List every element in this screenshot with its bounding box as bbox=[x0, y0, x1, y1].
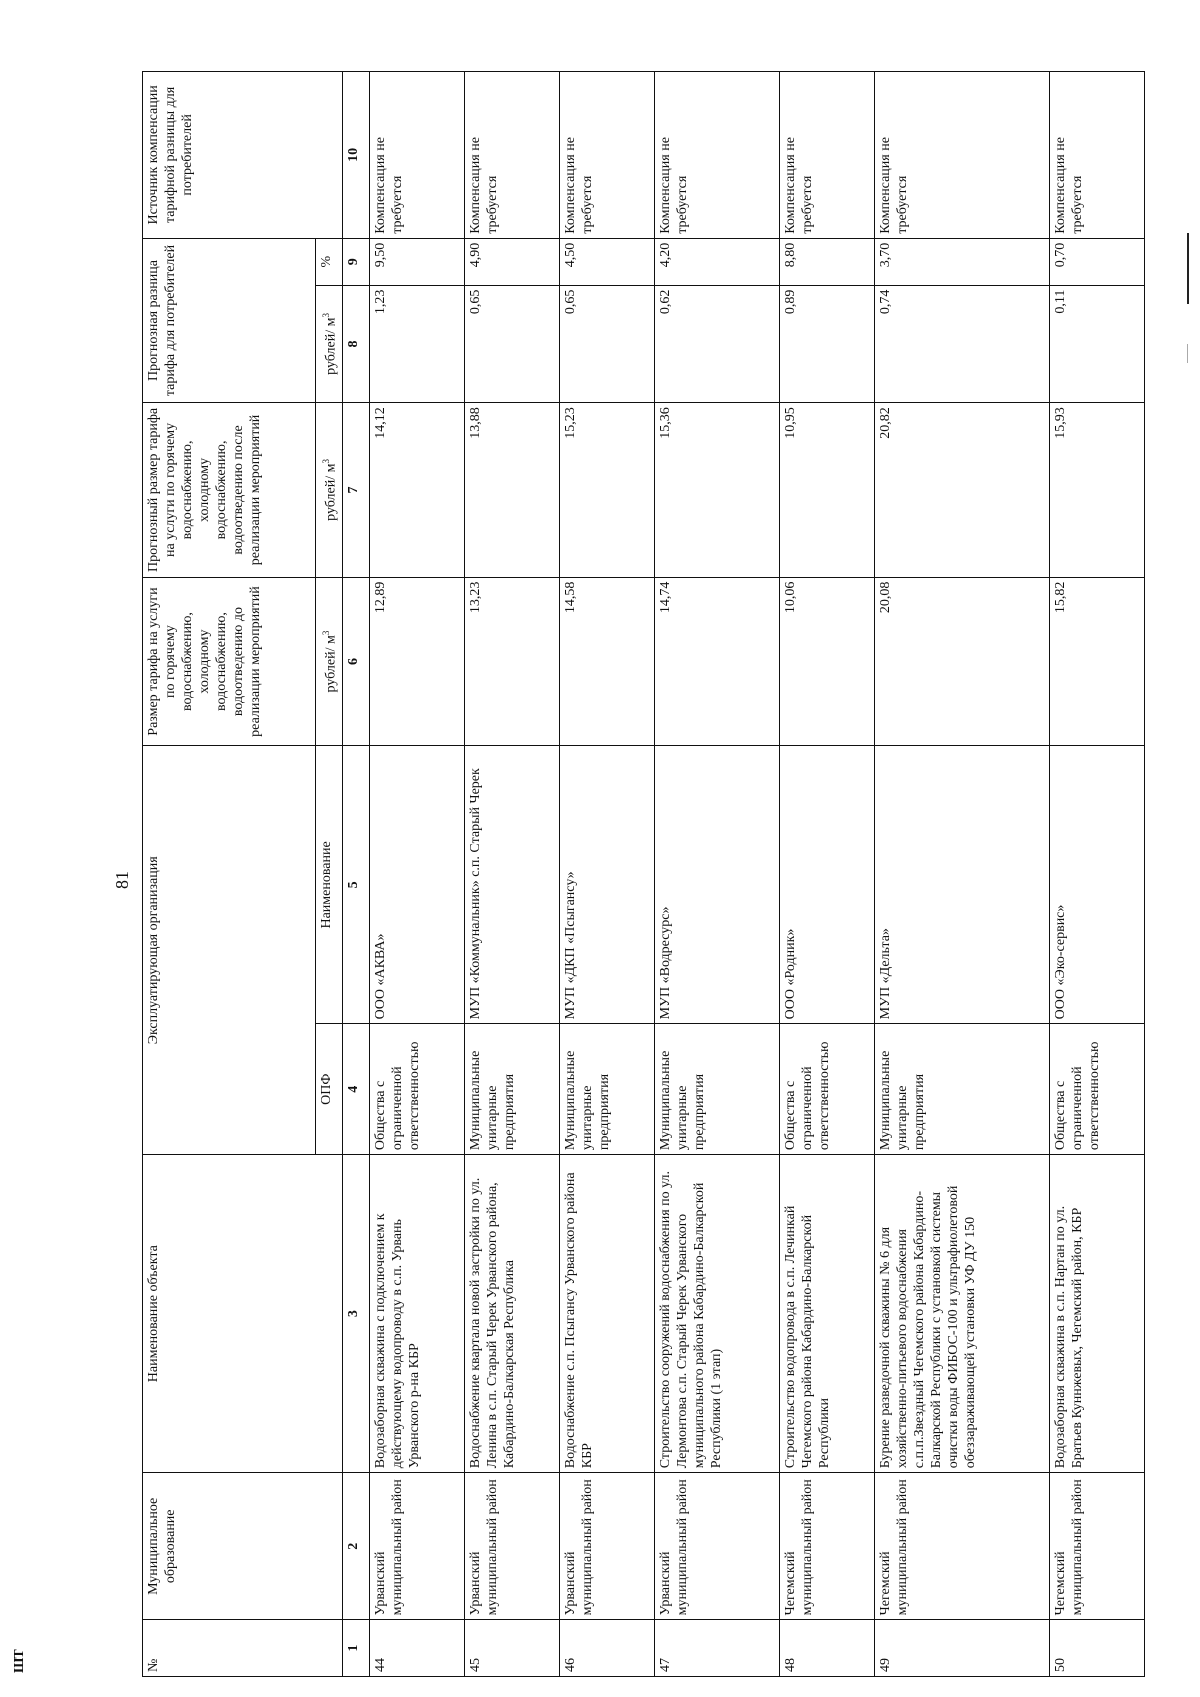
column-number: 5 bbox=[343, 746, 370, 1024]
column-number: 4 bbox=[343, 1024, 370, 1155]
cell-diff-rub: 0,62 bbox=[655, 285, 780, 403]
margin-rule bbox=[1187, 233, 1189, 304]
header-tariff-after: Прогнозный размер тарифа на услуги по горячему водоснабжению, холодному водоснабжению, водоотведению после реализации мероприятий bbox=[143, 403, 316, 577]
cell-source: Компенсация не требуется bbox=[560, 72, 655, 239]
cell-num: 47 bbox=[655, 1620, 780, 1677]
cell-diff-pct: 8,80 bbox=[780, 238, 875, 285]
cell-num: 46 bbox=[560, 1620, 655, 1677]
header-num: № bbox=[143, 1620, 343, 1677]
cell-num: 45 bbox=[465, 1620, 560, 1677]
unit-text: рублей/ м bbox=[323, 635, 339, 693]
cell-municipality: Урванский муниципальный район bbox=[370, 1473, 465, 1620]
cell-object: Строительство сооружений водоснабжения по ул. Лермонтова с.п. Старый Черек Урванского муниципального района Кабардино-Балкарской Республики (1 этап) bbox=[655, 1155, 780, 1473]
cell-opf: Общества с ограниченной ответственностью bbox=[780, 1024, 875, 1155]
cell-name: МУП «Водресурс» bbox=[655, 746, 780, 1024]
cell-object: Бурение разведочной скважины № 6 для хозяйственно-питьевого водоснабжения с.п.п.Звездный Чегемского района Кабардино-Балкарской Республики с установкой системы очистки воды ФИБОС-100 и ультрафиолетовой обеззараживающей установки УФ ДУ 150 bbox=[875, 1155, 1050, 1473]
cell-after: 15,93 bbox=[1050, 403, 1145, 577]
table-row bbox=[560, 72, 655, 1677]
cell-opf: Муниципальные унитарные предприятия bbox=[655, 1024, 780, 1155]
cell-diff-pct: 0,70 bbox=[1050, 238, 1145, 285]
header-operator: Эксплуатирующая организация bbox=[143, 746, 316, 1155]
cell-diff-rub: 0,65 bbox=[560, 285, 655, 403]
table-row bbox=[655, 72, 780, 1677]
cell-name: ООО «Родник» bbox=[780, 746, 875, 1024]
cell-before: 14,58 bbox=[560, 577, 655, 746]
table-row bbox=[465, 72, 560, 1677]
cell-source: Компенсация не требуется bbox=[370, 72, 465, 239]
cell-before: 14,74 bbox=[655, 577, 780, 746]
column-number: 10 bbox=[343, 72, 370, 239]
cell-opf: Муниципальные унитарные предприятия bbox=[875, 1024, 1050, 1155]
cell-municipality: Урванский муниципальный район bbox=[465, 1473, 560, 1620]
cell-object: Водозаборная скважина в с.п. Нартан по ул. Братьев Куннжевых, Чегемский район, КБР bbox=[1050, 1155, 1145, 1473]
header-unit-diff bbox=[316, 285, 343, 403]
table-row bbox=[875, 72, 1050, 1677]
margin-rule-faint bbox=[1187, 344, 1188, 363]
column-number: 1 bbox=[343, 1620, 370, 1677]
header-source: Источник компенсации тарифной разницы для потребителей bbox=[143, 72, 343, 239]
cell-source: Компенсация не требуется bbox=[1050, 72, 1145, 239]
cell-diff-pct: 4,50 bbox=[560, 238, 655, 285]
cell-municipality: Чегемский муниципальный район bbox=[875, 1473, 1050, 1620]
cell-municipality: Урванский муниципальный район bbox=[560, 1473, 655, 1620]
table-row bbox=[370, 72, 465, 1677]
cell-municipality: Урванский муниципальный район bbox=[655, 1473, 780, 1620]
cell-source: Компенсация не требуется bbox=[465, 72, 560, 239]
cell-object: Строительство водопровода в с.п. Лечинкай Чегемского района Кабардино-Балкарской Республики bbox=[780, 1155, 875, 1473]
header-unit-before bbox=[316, 577, 343, 746]
header-municipality: Муниципальное образование bbox=[143, 1473, 343, 1620]
tariff-table bbox=[142, 71, 1145, 1677]
cell-object: Водоснабжение с.п. Псыгансу Урванского района КБР bbox=[560, 1155, 655, 1473]
cell-diff-rub: 1,23 bbox=[370, 285, 465, 403]
header-unit-pct: % bbox=[316, 238, 343, 285]
cell-object: Водозаборная скважина с подключением к действующему водопроводу в с.п. Урвань Урванского р-на КБР bbox=[370, 1155, 465, 1473]
header-tariff-diff: Прогнозная разница тарифа для потребителей bbox=[143, 238, 316, 403]
cell-opf: Общества с ограниченной ответственностью bbox=[370, 1024, 465, 1155]
unit-sup: 3 bbox=[321, 313, 331, 318]
unit-text: рублей/ м bbox=[323, 463, 339, 521]
cell-before: 10,06 bbox=[780, 577, 875, 746]
cell-before: 13,23 bbox=[465, 577, 560, 746]
cell-diff-pct: 9,50 bbox=[370, 238, 465, 285]
cell-after: 10,95 bbox=[780, 403, 875, 577]
cell-diff-pct: 4,20 bbox=[655, 238, 780, 285]
cell-opf: Муниципальные унитарные предприятия bbox=[465, 1024, 560, 1155]
column-number: 8 bbox=[343, 285, 370, 403]
unit-sup: 3 bbox=[321, 630, 331, 636]
cell-after: 20,82 bbox=[875, 403, 1050, 577]
cell-opf: Общества с ограниченной ответственностью bbox=[1050, 1024, 1145, 1155]
column-number: 2 bbox=[343, 1473, 370, 1620]
cell-name: ООО «АКВА» bbox=[370, 746, 465, 1024]
cell-after: 15,23 bbox=[560, 403, 655, 577]
cell-before: 15,82 bbox=[1050, 577, 1145, 746]
cell-diff-rub: 0,11 bbox=[1050, 285, 1145, 403]
cell-diff-pct: 3,70 bbox=[875, 238, 1050, 285]
cell-num: 49 bbox=[875, 1620, 1050, 1677]
corner-mark: ШТ bbox=[12, 1650, 27, 1673]
header-opf: ОПФ bbox=[316, 1024, 343, 1155]
table-row bbox=[780, 72, 875, 1677]
cell-diff-rub: 0,89 bbox=[780, 285, 875, 403]
header-unit-after bbox=[316, 403, 343, 577]
cell-num: 50 bbox=[1050, 1620, 1145, 1677]
cell-name: МУП «ДКП «Псыгансу» bbox=[560, 746, 655, 1024]
header-name: Наименование bbox=[316, 746, 343, 1024]
cell-municipality: Чегемский муниципальный район bbox=[780, 1473, 875, 1620]
cell-before: 20,08 bbox=[875, 577, 1050, 746]
column-number: 3 bbox=[343, 1155, 370, 1473]
cell-before: 12,89 bbox=[370, 577, 465, 746]
cell-after: 15,36 bbox=[655, 403, 780, 577]
unit-text: рублей/ м bbox=[323, 317, 339, 375]
page-number: 81 bbox=[112, 871, 132, 889]
column-number: 7 bbox=[343, 403, 370, 577]
column-number: 9 bbox=[343, 238, 370, 285]
cell-num: 44 bbox=[370, 1620, 465, 1677]
column-number: 6 bbox=[343, 577, 370, 746]
cell-opf: Муниципальные унитарные предприятия bbox=[560, 1024, 655, 1155]
cell-num: 48 bbox=[780, 1620, 875, 1677]
cell-name: МУП «Дельта» bbox=[875, 746, 1050, 1024]
cell-object: Водоснабжение квартала новой застройки по ул. Ленина в с.п. Старый Черек Урванского района, Кабардино-Балкарская Республика bbox=[465, 1155, 560, 1473]
header-tariff-before: Размер тарифа на услуги по горячему водоснабжению, холодному водоснабжению, водоотведению до реализации мероприятий bbox=[143, 577, 316, 746]
cell-after: 13,88 bbox=[465, 403, 560, 577]
cell-after: 14,12 bbox=[370, 403, 465, 577]
cell-source: Компенсация не требуется bbox=[655, 72, 780, 239]
cell-source: Компенсация не требуется bbox=[875, 72, 1050, 239]
unit-sup: 3 bbox=[321, 459, 331, 464]
cell-name: ООО «Эко-сервис» bbox=[1050, 746, 1145, 1024]
cell-diff-rub: 0,74 bbox=[875, 285, 1050, 403]
column-number-row bbox=[343, 72, 370, 1677]
rotated-table-area bbox=[112, 71, 1102, 1677]
cell-source: Компенсация не требуется bbox=[780, 72, 875, 239]
cell-diff-rub: 0,65 bbox=[465, 285, 560, 403]
cell-name: МУП «Коммунальник» с.п. Старый Черек bbox=[465, 746, 560, 1024]
cell-municipality: Чегемский муниципальный район bbox=[1050, 1473, 1145, 1620]
header-object: Наименование объекта bbox=[143, 1155, 343, 1473]
table-row bbox=[1050, 72, 1145, 1677]
cell-diff-pct: 4,90 bbox=[465, 238, 560, 285]
